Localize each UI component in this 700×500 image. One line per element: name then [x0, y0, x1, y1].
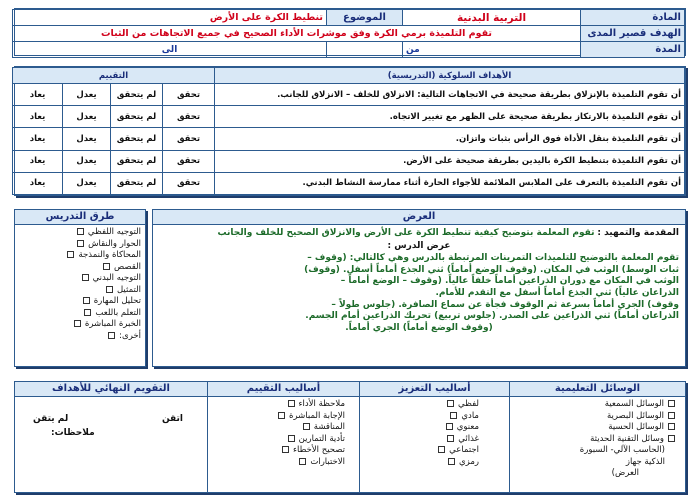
- checkbox-icon[interactable]: [668, 400, 675, 407]
- checkbox-icon[interactable]: [447, 435, 454, 442]
- aid-item[interactable]: الوسائل الحسية: [516, 422, 679, 434]
- method-item[interactable]: التوجيه البدني: [19, 273, 141, 285]
- checkbox-icon[interactable]: [74, 320, 81, 327]
- checkbox-icon[interactable]: [288, 435, 295, 442]
- checkbox-icon[interactable]: [83, 297, 90, 304]
- lesson-line: الذراعان عالياً) ثني الجذع أماماً أسفل مع التقدم للأمام.: [435, 287, 679, 298]
- not-achieved-option[interactable]: لم يتحقق: [111, 150, 163, 172]
- intro-label: المقدمة والتمهيد :: [597, 228, 679, 238]
- subject-value: التربية البدنية: [403, 10, 581, 26]
- checkbox-icon[interactable]: [67, 251, 74, 258]
- bottom-section: [14, 381, 686, 493]
- objective-text: أن تقوم التلميذة بنقل الأداة فوق الرأس بثبات واتزان.: [215, 128, 685, 150]
- not-achieved-option[interactable]: لم يتحقق: [111, 172, 163, 194]
- repeat-option[interactable]: يعاد: [13, 172, 63, 194]
- method-item[interactable]: الخبرة المباشرة: [19, 319, 141, 331]
- method-item[interactable]: التوجيه اللفظي: [19, 227, 141, 239]
- evaluation-title: التقييم: [13, 68, 215, 84]
- not-achieved-option[interactable]: لم يتحقق: [111, 128, 163, 150]
- checkbox-icon[interactable]: [668, 412, 675, 419]
- reinforcement-item[interactable]: اجتماعي: [366, 445, 479, 457]
- presentation-section: [152, 209, 686, 367]
- reinforcement-item[interactable]: غذائي: [366, 434, 479, 446]
- modify-option[interactable]: يعدل: [63, 128, 111, 150]
- checkbox-icon[interactable]: [82, 274, 89, 281]
- objective-text: أن تقوم التلميذة بتنطيط الكرة باليدين بطريقة صحيحة على الأرض.: [215, 150, 685, 172]
- objective-row: [13, 84, 685, 106]
- lesson-line: ثبات الوسط) الوثب في المكان. (وقوف الوضع أماماً) ثني الجذع أماماً أسفل. (وقوف): [304, 264, 679, 275]
- checkbox-icon[interactable]: [446, 423, 453, 430]
- assessment-item[interactable]: ملاحظة الأداء: [212, 399, 345, 411]
- intro-text: تقوم المعلمة بتوضيح كيفية تنطيط الكرة على الأرض والانزلاق الصحيح للخلف والجانب: [217, 228, 595, 238]
- checkbox-icon[interactable]: [77, 228, 84, 235]
- checkbox-icon[interactable]: [288, 400, 295, 407]
- method-item[interactable]: تحليل المهارة: [19, 296, 141, 308]
- aids-column: [509, 382, 685, 492]
- final-achieved[interactable]: اتقن: [161, 414, 183, 424]
- checkbox-icon[interactable]: [299, 458, 306, 465]
- objective-text: أن تقوم التلميذة بالتعرف على الملابس الملائمة للأجواء الحارة أثناء ممارسة النشاط البدني.: [215, 172, 685, 194]
- repeat-option[interactable]: يعاد: [13, 128, 63, 150]
- assessment-item[interactable]: تأدية التمارين: [212, 434, 345, 446]
- topic-value: تنطيط الكرة على الأرض: [13, 10, 327, 26]
- header-table: [14, 8, 686, 56]
- not-achieved-option[interactable]: لم يتحقق: [111, 106, 163, 128]
- checkbox-icon[interactable]: [106, 286, 113, 293]
- modify-option[interactable]: يعدل: [63, 106, 111, 128]
- lesson-line: وقوف) الجري أماماً بسرعة ثم الوقوف فجأة عن سماع الصافرة. (جلوس طولاً –: [331, 299, 679, 310]
- goal-label: الهدف قصير المدى: [581, 26, 685, 42]
- objectives-title: الأهداف السلوكية (التدريسية): [215, 68, 685, 84]
- objective-text: أن تقوم التلميذة بالإنزلاق بطريقة صحيحة في الاتجاهات التالية: الانزلاق للخلف – الانزلاق للجانب.: [215, 84, 685, 106]
- repeat-option[interactable]: يعاد: [13, 150, 63, 172]
- method-item[interactable]: المحاكاة والنمذجة: [19, 250, 141, 262]
- assessment-column: [207, 382, 359, 492]
- repeat-option[interactable]: يعاد: [13, 84, 63, 106]
- aid-item: (الحاسب الآلي- السبورة: [579, 445, 665, 455]
- reinforcement-item[interactable]: لفظي: [366, 399, 479, 411]
- final-evaluation-title: التقويم النهائي للأهداف: [15, 382, 207, 397]
- method-item[interactable]: التعلم باللعب: [19, 308, 141, 320]
- objectives-section: [14, 66, 686, 196]
- aid-item[interactable]: وسائل التقنية الحديثة: [516, 434, 679, 446]
- notes-label: ملاحظات:: [51, 428, 95, 438]
- lesson-line: (وقوف الوضع أماماً) الجري أماماً.: [345, 322, 493, 333]
- final-not-achieved[interactable]: لم يتقن: [33, 414, 69, 424]
- objective-row: [13, 106, 685, 128]
- topic-label: الموضوع: [327, 10, 403, 26]
- lesson-line: الوثب في المكان مع دوران الذراعين أماماً خلفاً عالياً. (وقوف – الوضع أماماً –: [340, 276, 679, 287]
- achieved-option[interactable]: تحقق: [163, 84, 215, 106]
- checkbox-icon[interactable]: [103, 263, 110, 270]
- method-item[interactable]: أخرى:: [19, 331, 141, 343]
- lesson-line: الذراعان أماماً) ثني الذراعين على الصدر. (جلوس تربيع) تحريك الذراعين أمام الجسم.: [305, 311, 679, 322]
- assessment-item[interactable]: المناقشة: [212, 422, 345, 434]
- checkbox-icon[interactable]: [668, 423, 675, 430]
- objective-row: [13, 128, 685, 150]
- method-item[interactable]: القصص: [19, 262, 141, 274]
- method-item[interactable]: الحوار والنقاش: [19, 239, 141, 251]
- checkbox-icon[interactable]: [77, 240, 84, 247]
- duration-label: المدة: [581, 42, 685, 58]
- reinforcement-column: [359, 382, 509, 492]
- checkbox-icon[interactable]: [450, 412, 457, 419]
- final-evaluation-column: [15, 382, 207, 492]
- achieved-option[interactable]: تحقق: [163, 150, 215, 172]
- achieved-option[interactable]: تحقق: [163, 128, 215, 150]
- objective-row: [13, 172, 685, 194]
- lesson-title: عرض الدرس :: [387, 240, 451, 251]
- reinforcement-title: أساليب التعزيز: [360, 382, 509, 397]
- modify-option[interactable]: يعدل: [63, 172, 111, 194]
- checkbox-icon[interactable]: [278, 412, 285, 419]
- modify-option[interactable]: يعدل: [63, 84, 111, 106]
- to-label: الى: [13, 42, 327, 58]
- aids-title: الوسائل التعليمية: [510, 382, 685, 397]
- checkbox-icon[interactable]: [668, 435, 675, 442]
- checkbox-icon[interactable]: [108, 332, 115, 339]
- aid-item: الذكية جهاز: [625, 456, 665, 467]
- checkbox-icon[interactable]: [303, 423, 310, 430]
- goal-value: تقوم التلميذة برمي الكرة وفق موشرات الأداء الصحيح في جميع الاتجاهات من الثبات: [13, 26, 581, 42]
- checkbox-icon[interactable]: [448, 458, 455, 465]
- checkbox-icon[interactable]: [84, 309, 91, 316]
- checkbox-icon[interactable]: [282, 446, 289, 453]
- methods-title: طرق التدريس: [15, 210, 145, 225]
- method-item[interactable]: التمثيل: [19, 285, 141, 297]
- aid-item[interactable]: الوسائل البصرية: [516, 411, 679, 423]
- presentation-title: العرض: [153, 210, 685, 225]
- modify-option[interactable]: يعدل: [63, 150, 111, 172]
- aid-item[interactable]: الوسائل السمعية: [516, 399, 679, 411]
- assessment-item[interactable]: الاختبارات: [212, 457, 345, 469]
- not-achieved-option[interactable]: لم يتحقق: [111, 84, 163, 106]
- objective-row: [13, 150, 685, 172]
- objective-text: أن تقوم التلميذة بالارتكاز بطريقة صحيحة على الظهر مع تغيير الاتجاه.: [215, 106, 685, 128]
- from-label: من: [403, 42, 581, 58]
- methods-section: [14, 209, 146, 367]
- checkbox-icon[interactable]: [438, 446, 445, 453]
- reinforcement-item[interactable]: مادي: [366, 411, 479, 423]
- subject-label: المادة: [581, 10, 685, 26]
- assessment-title: أساليب التقييم: [208, 382, 359, 397]
- assessment-item[interactable]: تصحيح الأخطاء: [212, 445, 345, 457]
- aid-item: العرض): [611, 468, 639, 478]
- achieved-option[interactable]: تحقق: [163, 172, 215, 194]
- reinforcement-item[interactable]: معنوي: [366, 422, 479, 434]
- checkbox-icon[interactable]: [447, 400, 454, 407]
- lesson-line: تقوم المعلمة بالتوضيح للتلميذات التمرينات المرتبطة بالدرس وهي كالتالي: (وقوف –: [307, 253, 679, 264]
- reinforcement-item[interactable]: رمزي: [366, 457, 479, 469]
- achieved-option[interactable]: تحقق: [163, 106, 215, 128]
- repeat-option[interactable]: يعاد: [13, 106, 63, 128]
- assessment-item[interactable]: الإجابة المباشرة: [212, 411, 345, 423]
